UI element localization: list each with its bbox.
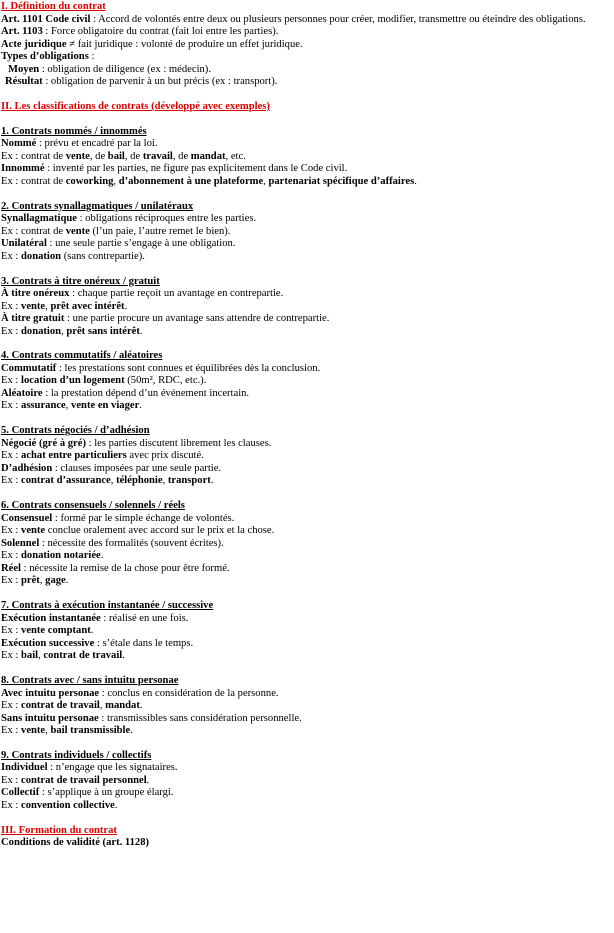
text-line: Aléatoire : la prestation dépend d’un événement incertain. (1, 387, 250, 399)
text-line: Négocié (gré à gré) : les parties discutent librement les clauses. (1, 437, 272, 449)
example-line: Ex : vente, prêt avec intérêt. (1, 300, 128, 312)
text-line: Exécution instantanée : réalisé en une fois. (1, 612, 189, 624)
example-line: Ex : contrat de coworking, d’abonnement à une plateforme, partenariat spécifique d’affaires. (1, 175, 417, 187)
example-line: Ex : contrat d’assurance, téléphonie, transport. (1, 475, 214, 487)
text-line: Consensuel : formé par le simple échange de volontés. (1, 512, 235, 524)
example-line: Ex : contrat de travail personnel. (1, 774, 150, 786)
subsection-title: 8. Contrats avec / sans intuitu personae (1, 675, 179, 687)
example-line: Ex : donation, prêt sans intérêt. (1, 325, 143, 337)
text-line: Collectif : s’applique à un groupe élargi. (1, 787, 174, 799)
text-line: Unilatéral : une seule partie s’engage à une obligation. (1, 238, 236, 250)
text-line: Avec intuitu personae : conclus en considération de la personne. (1, 687, 279, 699)
example-line: Ex : location d’un logement (50m², RDC, etc.). (1, 375, 207, 387)
section-heading-formation: III. Formation du contrat (1, 824, 117, 836)
subsection-title: 3. Contrats à titre onéreux / gratuit (1, 275, 160, 287)
example-line: Ex : vente comptant. (1, 625, 94, 637)
example-line: Ex : donation (sans contrepartie). (1, 250, 145, 262)
example-line: Ex : assurance, vente en viager. (1, 400, 142, 412)
example-line: Ex : prêt, gage. (1, 575, 69, 587)
text-line: Réel : nécessite la remise de la chose pour être formé. (1, 562, 230, 574)
text-line: Commutatif : les prestations sont connues et équilibrées dès la conclusion. (1, 362, 321, 374)
example-line: Ex : vente, bail transmissible. (1, 725, 133, 737)
example-line: Ex : bail, contrat de travail. (1, 650, 125, 662)
text-line: Synallagmatique : obligations réciproques entre les parties. (1, 213, 257, 225)
text-line: À titre gratuit : une partie procure un avantage sans attendre de contrepartie. (1, 313, 330, 325)
subsection-title: 5. Contrats négociés / d’adhésion (1, 425, 150, 437)
example-line: Ex : donation notariée. (1, 550, 104, 562)
definition-line: Acte juridique ≠ fait juridique : volonté de produire un effet juridique. (1, 38, 303, 50)
text-line: D’adhésion : clauses imposées par une seule partie. (1, 462, 222, 474)
text-line: Innommé : inventé par les parties, ne figure pas explicitement dans le Code civil. (1, 163, 348, 175)
example-line: Ex : contrat de travail, mandat. (1, 700, 143, 712)
definition-line: Types d’obligations : (1, 51, 95, 62)
text-line: Solennel : nécessite des formalités (souvent écrites). (1, 537, 224, 549)
subsection-title: 2. Contrats synallagmatiques / unilatéraux (1, 200, 194, 212)
text-line: Nommé : prévu et encadré par la loi. (1, 138, 158, 150)
text-line: Sans intuitu personae : transmissibles sans considération personnelle. (1, 712, 302, 724)
definition-line: Art. 1103 : Force obligatoire du contrat (fait loi entre les parties). (1, 26, 279, 37)
subsection-title: 9. Contrats individuels / collectifs (1, 749, 152, 761)
definition-line: Art. 1101 Code civil : Accord de volontés entre deux ou plusieurs personnes pour créer, modifier, transmettre ou éteindre des obligations. (1, 13, 586, 25)
section-heading-definition: I. Définition du contrat (1, 1, 106, 12)
section-heading-classifications: II. Les classifications de contrats (développé avec exemples) (1, 100, 270, 112)
formation-line: Conditions de validité (art. 1128) (1, 837, 150, 849)
subsection-title: 6. Contrats consensuels / solennels / réels (1, 500, 185, 512)
definition-line: Moyen : obligation de diligence (ex : médecin). (8, 63, 211, 75)
definition-line: Résultat : obligation de parvenir à un but précis (ex : transport). (5, 76, 278, 87)
example-line: Ex : contrat de vente, de bail, de travail, de mandat, etc. (1, 150, 246, 162)
example-line: Ex : contrat de vente (l’un paie, l’autre remet le bien). (1, 225, 231, 237)
subsection-title: 4. Contrats commutatifs / aléatoires (1, 350, 163, 362)
subsection-title: 1. Contrats nommés / innommés (1, 125, 147, 137)
example-line: Ex : vente conclue oralement avec accord sur le prix et la chose. (1, 525, 275, 537)
text-line: À titre onéreux : chaque partie reçoit un avantage en contrepartie. (1, 288, 284, 300)
example-line: Ex : achat entre particuliers avec prix discuté. (1, 450, 204, 462)
text-line: Individuel : n’engage que les signataires. (1, 762, 178, 774)
example-line: Ex : convention collective. (1, 799, 118, 811)
text-line: Exécution successive : s’étale dans le temps. (1, 637, 194, 649)
subsection-title: 7. Contrats à exécution instantanée / successive (1, 600, 214, 612)
